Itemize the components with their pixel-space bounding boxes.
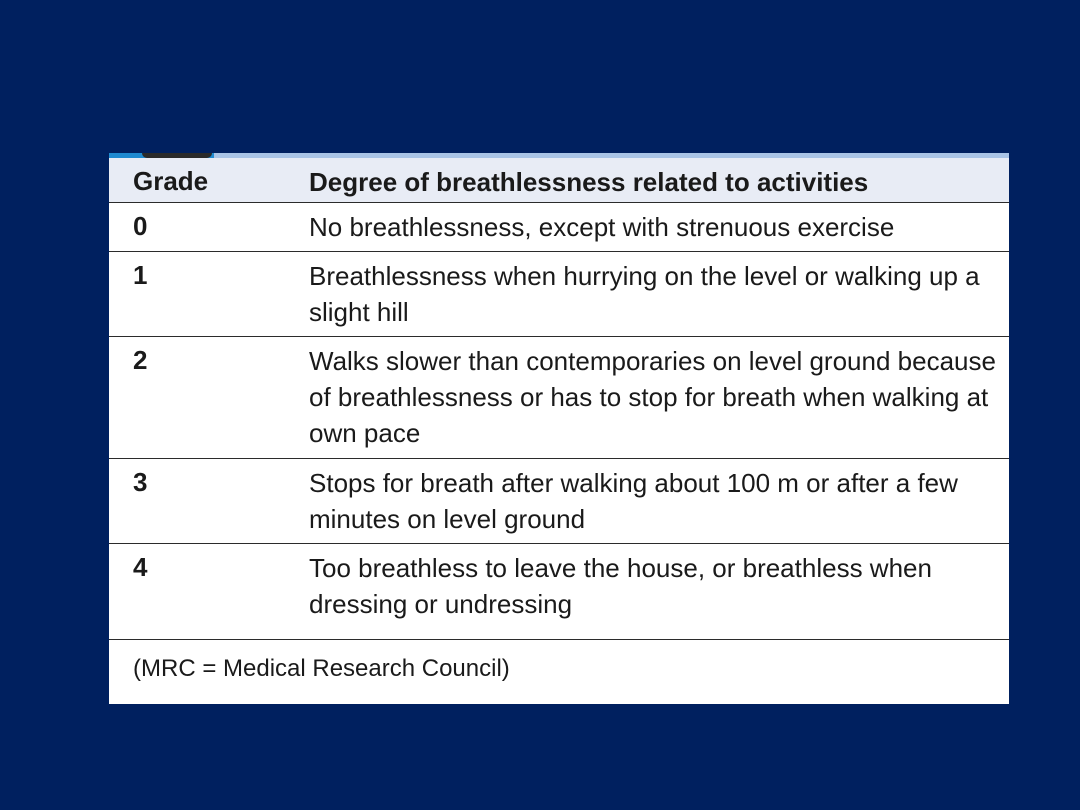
row-description: No breathlessness, except with strenuous exercise: [309, 212, 895, 242]
row-description: Stops for breath after walking about 100 m or after a few minutes on level ground: [309, 468, 958, 534]
row-grade: 2: [133, 345, 148, 375]
header-description: Degree of breathlessness related to activities: [309, 167, 869, 197]
row-description: Walks slower than contemporaries on level ground because of breathlessness or has to stop for breath when walking at own pace: [309, 346, 996, 448]
row-grade: 0: [133, 211, 148, 241]
table-row: [109, 252, 1009, 337]
table-row: [109, 203, 1009, 252]
row-grade: 4: [133, 552, 148, 582]
table-row: [109, 459, 1009, 544]
table-footnote: (MRC = Medical Research Council): [133, 655, 510, 682]
header-grade: Grade: [133, 166, 209, 196]
row-description: Breathlessness when hurrying on the level or walking up a slight hill: [309, 261, 980, 327]
table-row: [109, 337, 1009, 459]
row-description: Too breathless to leave the house, or breathless when dressing or undressing: [309, 553, 932, 619]
table-header-row: [109, 158, 1009, 203]
table-row: [109, 544, 1009, 640]
mrc-dyspnoea-table: [109, 153, 1009, 704]
row-grade: 1: [133, 260, 148, 290]
row-grade: 3: [133, 467, 148, 497]
